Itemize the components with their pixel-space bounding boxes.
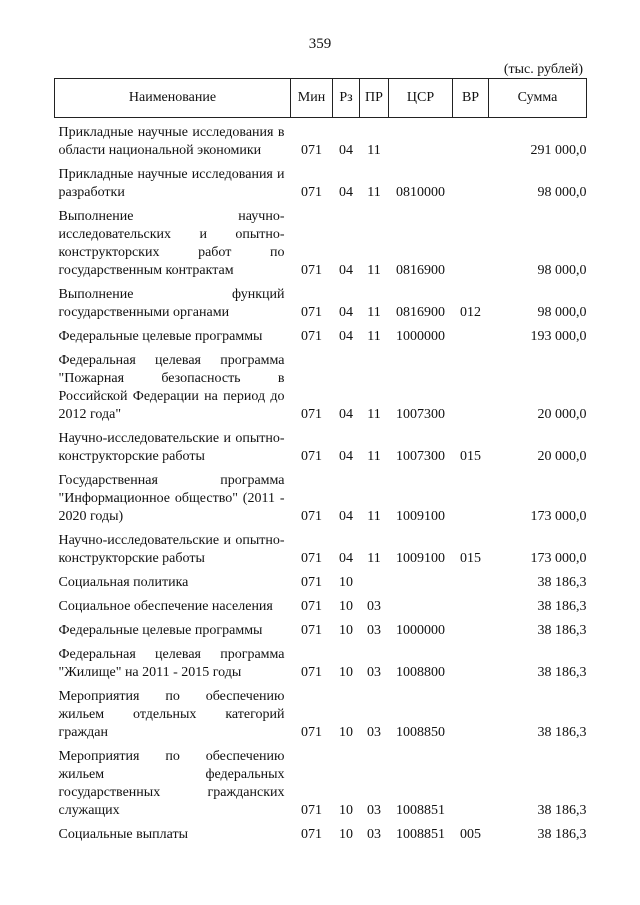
cell-vr bbox=[453, 742, 489, 820]
cell-rz: 04 bbox=[339, 305, 353, 320]
cell-min: 071 bbox=[301, 185, 322, 200]
cell-name: Выполнение функций государственными органами bbox=[58, 287, 285, 320]
cell-vr bbox=[453, 160, 489, 202]
cell-pr: 11 bbox=[367, 143, 381, 158]
cell-min: 071 bbox=[301, 599, 322, 614]
table-row bbox=[55, 616, 587, 640]
cell-min: 071 bbox=[301, 143, 322, 158]
cell-min: 071 bbox=[301, 449, 322, 464]
budget-table bbox=[54, 78, 587, 844]
cell-sum: 98 000,0 bbox=[537, 305, 587, 320]
cell-name: Научно-исследовательские и опытно-конструкторские работы bbox=[58, 431, 285, 464]
cell-csr bbox=[389, 118, 453, 161]
cell-name: Социальная политика bbox=[58, 575, 189, 590]
table-row bbox=[55, 742, 587, 820]
cell-rz: 10 bbox=[339, 665, 353, 680]
cell-csr: 1000000 bbox=[396, 329, 445, 344]
cell-rz: 04 bbox=[339, 509, 353, 524]
cell-pr: 11 bbox=[367, 509, 381, 524]
cell-pr: 11 bbox=[367, 263, 381, 278]
table-row bbox=[55, 568, 587, 592]
cell-name: Федеральные целевые программы bbox=[58, 623, 263, 638]
cell-vr bbox=[453, 682, 489, 742]
cell-rz: 10 bbox=[339, 803, 353, 818]
cell-name: Социальные выплаты bbox=[58, 827, 189, 842]
cell-rz: 04 bbox=[339, 263, 353, 278]
table-row bbox=[55, 466, 587, 526]
cell-pr: 11 bbox=[367, 329, 381, 344]
header-sum: Сумма bbox=[489, 79, 587, 118]
cell-sum: 38 186,3 bbox=[537, 623, 587, 638]
cell-pr: 03 bbox=[367, 599, 381, 614]
table-row bbox=[55, 280, 587, 322]
header-min: Мин bbox=[291, 79, 333, 118]
cell-min: 071 bbox=[301, 827, 322, 842]
cell-csr: 1007300 bbox=[396, 407, 445, 422]
table-row bbox=[55, 526, 587, 568]
cell-name: Федеральные целевые программы bbox=[58, 329, 263, 344]
table-row bbox=[55, 118, 587, 161]
table-row bbox=[55, 640, 587, 682]
cell-vr bbox=[453, 592, 489, 616]
cell-csr: 1007300 bbox=[396, 449, 445, 464]
cell-csr bbox=[389, 592, 453, 616]
cell-name: Прикладные научные исследования в области национальной экономики bbox=[58, 125, 285, 158]
cell-sum: 38 186,3 bbox=[537, 827, 587, 842]
cell-min: 071 bbox=[301, 551, 322, 566]
cell-csr: 0810000 bbox=[396, 185, 445, 200]
cell-pr bbox=[360, 568, 389, 592]
cell-vr: 005 bbox=[460, 827, 481, 842]
cell-sum: 193 000,0 bbox=[530, 329, 587, 344]
cell-rz: 04 bbox=[339, 551, 353, 566]
cell-csr: 0816900 bbox=[396, 263, 445, 278]
cell-pr: 03 bbox=[367, 803, 381, 818]
cell-sum: 38 186,3 bbox=[537, 599, 587, 614]
cell-min: 071 bbox=[301, 509, 322, 524]
cell-rz: 10 bbox=[339, 725, 353, 740]
cell-rz: 04 bbox=[339, 143, 353, 158]
cell-name: Прикладные научные исследования и разработки bbox=[58, 167, 285, 200]
cell-min: 071 bbox=[301, 305, 322, 320]
cell-vr bbox=[453, 118, 489, 161]
table-row bbox=[55, 820, 587, 844]
cell-csr: 0816900 bbox=[396, 305, 445, 320]
cell-sum: 38 186,3 bbox=[537, 803, 587, 818]
cell-pr: 03 bbox=[367, 623, 381, 638]
cell-name: Мероприятия по обеспечению жильем федеральных государственных гражданских служащих bbox=[58, 749, 285, 818]
header-csr: ЦСР bbox=[389, 79, 453, 118]
table-row bbox=[55, 202, 587, 280]
page-number: 359 bbox=[308, 36, 332, 52]
cell-rz: 04 bbox=[339, 185, 353, 200]
cell-rz: 10 bbox=[339, 827, 353, 842]
cell-csr: 1008851 bbox=[396, 803, 445, 818]
cell-vr bbox=[453, 346, 489, 424]
table-row bbox=[55, 424, 587, 466]
cell-pr: 11 bbox=[367, 407, 381, 422]
cell-csr: 1008851 bbox=[396, 827, 445, 842]
cell-vr bbox=[453, 202, 489, 280]
table-row bbox=[55, 160, 587, 202]
header-pr: ПР bbox=[360, 79, 389, 118]
cell-min: 071 bbox=[301, 803, 322, 818]
cell-pr: 11 bbox=[367, 449, 381, 464]
cell-vr bbox=[453, 322, 489, 346]
cell-sum: 291 000,0 bbox=[530, 143, 587, 158]
cell-sum: 98 000,0 bbox=[537, 185, 587, 200]
cell-sum: 173 000,0 bbox=[530, 551, 587, 566]
cell-sum: 38 186,3 bbox=[537, 725, 587, 740]
units-label: (тыс. рублей) bbox=[503, 62, 583, 77]
header-rz: Рз bbox=[333, 79, 360, 118]
cell-sum: 20 000,0 bbox=[537, 407, 587, 422]
table-row bbox=[55, 322, 587, 346]
cell-min: 071 bbox=[301, 725, 322, 740]
cell-min: 071 bbox=[301, 263, 322, 278]
cell-min: 071 bbox=[301, 665, 322, 680]
cell-csr: 1008800 bbox=[396, 665, 445, 680]
table-row bbox=[55, 346, 587, 424]
cell-name: Мероприятия по обеспечению жильем отдельных категорий граждан bbox=[58, 689, 285, 740]
cell-pr: 03 bbox=[367, 827, 381, 842]
cell-name: Государственная программа "Информационное общество" (2011 - 2020 годы) bbox=[58, 473, 285, 524]
cell-sum: 38 186,3 bbox=[537, 575, 587, 590]
cell-vr bbox=[453, 466, 489, 526]
cell-vr bbox=[453, 616, 489, 640]
cell-sum: 20 000,0 bbox=[537, 449, 587, 464]
cell-sum: 173 000,0 bbox=[530, 509, 587, 524]
cell-min: 071 bbox=[301, 623, 322, 638]
cell-pr: 11 bbox=[367, 185, 381, 200]
cell-rz: 04 bbox=[339, 407, 353, 422]
cell-name: Федеральная целевая программа "Жилище" на 2011 - 2015 годы bbox=[58, 647, 285, 680]
cell-pr: 11 bbox=[367, 305, 381, 320]
cell-pr: 03 bbox=[367, 665, 381, 680]
table-row bbox=[55, 592, 587, 616]
cell-csr: 1009100 bbox=[396, 551, 445, 566]
header-vr: ВР bbox=[453, 79, 489, 118]
cell-sum: 98 000,0 bbox=[537, 263, 587, 278]
header-row bbox=[55, 79, 587, 118]
cell-min: 071 bbox=[301, 407, 322, 422]
cell-csr: 1000000 bbox=[396, 623, 445, 638]
cell-pr: 03 bbox=[367, 725, 381, 740]
cell-vr bbox=[453, 640, 489, 682]
table-row bbox=[55, 682, 587, 742]
cell-vr: 015 bbox=[460, 551, 481, 566]
cell-rz: 10 bbox=[339, 599, 353, 614]
cell-rz: 04 bbox=[339, 449, 353, 464]
cell-name: Социальное обеспечение населения bbox=[58, 599, 273, 614]
cell-pr: 11 bbox=[367, 551, 381, 566]
cell-name: Федеральная целевая программа "Пожарная безопасность в Российской Федерации на период до 2012 года" bbox=[58, 353, 285, 422]
cell-rz: 04 bbox=[339, 329, 353, 344]
cell-rz: 10 bbox=[339, 575, 353, 590]
cell-name: Научно-исследовательские и опытно-конструкторские работы bbox=[58, 533, 285, 566]
cell-min: 071 bbox=[301, 329, 322, 344]
cell-name: Выполнение научно-исследовательских и опытно-конструкторских работ по государственным контрактам bbox=[58, 209, 285, 278]
cell-vr: 015 bbox=[460, 449, 481, 464]
cell-csr: 1008850 bbox=[396, 725, 445, 740]
header-name: Наименование bbox=[55, 79, 291, 118]
cell-vr bbox=[453, 568, 489, 592]
cell-min: 071 bbox=[301, 575, 322, 590]
table-body bbox=[55, 118, 587, 845]
cell-csr: 1009100 bbox=[396, 509, 445, 524]
cell-vr: 012 bbox=[460, 305, 481, 320]
cell-sum: 38 186,3 bbox=[537, 665, 587, 680]
cell-rz: 10 bbox=[339, 623, 353, 638]
cell-csr bbox=[389, 568, 453, 592]
